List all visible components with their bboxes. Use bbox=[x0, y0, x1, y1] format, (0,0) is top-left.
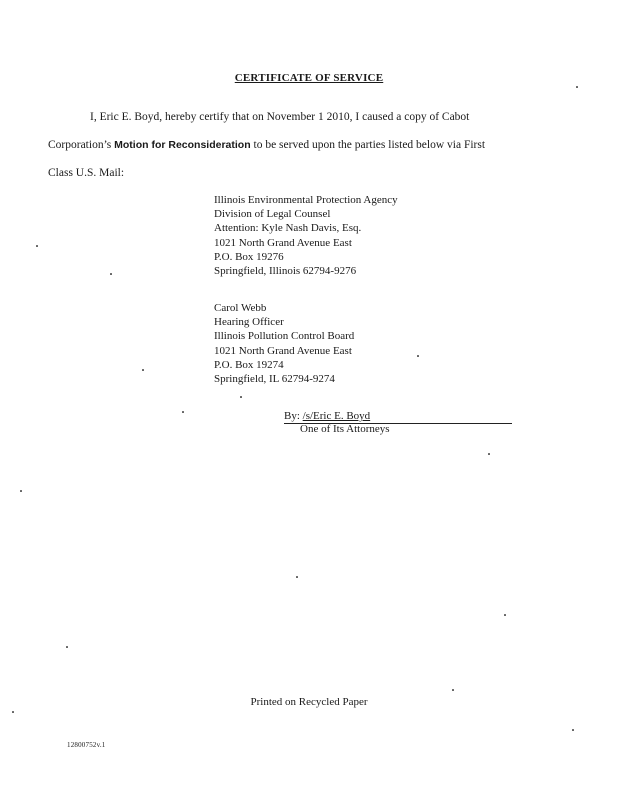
signature-line bbox=[284, 409, 512, 424]
certification-line-3: Class U.S. Mail: bbox=[48, 167, 125, 179]
scan-speck bbox=[576, 86, 578, 88]
address-line: P.O. Box 19276 bbox=[214, 250, 284, 263]
recipient-address-block-1 bbox=[214, 193, 398, 278]
scan-speck bbox=[182, 411, 184, 413]
certification-line-2-pre: Corporation’s bbox=[48, 139, 115, 151]
certification-line-2-post: to be served upon the parties listed below via First bbox=[250, 139, 486, 151]
signature-prefix: By: bbox=[284, 410, 303, 422]
certification-line-1: I, Eric E. Boyd, hereby certify that on November 1 2010, I caused a copy of Cabot bbox=[90, 111, 470, 123]
signature-name: /s/Eric E. Boyd bbox=[302, 410, 371, 422]
certification-line-2 bbox=[48, 139, 485, 151]
signer-role: One of Its Attorneys bbox=[300, 423, 390, 435]
recycled-paper-footer: Printed on Recycled Paper bbox=[250, 696, 368, 708]
address-line: Attention: Kyle Nash Davis, Esq. bbox=[214, 222, 362, 235]
scan-speck bbox=[66, 646, 68, 648]
signature-underline bbox=[284, 409, 512, 424]
address-line: Hearing Officer bbox=[214, 316, 284, 329]
address-line: Springfield, Illinois 62794-9276 bbox=[214, 265, 357, 278]
document-id: 12800752v.1 bbox=[67, 741, 106, 749]
address-line: Springfield, IL 62794-9274 bbox=[214, 373, 335, 386]
address-line: Division of Legal Counsel bbox=[214, 208, 331, 221]
scan-speck bbox=[142, 369, 144, 371]
scan-speck bbox=[36, 245, 38, 247]
scan-speck bbox=[572, 729, 574, 731]
scan-speck bbox=[296, 576, 298, 578]
address-line: 1021 North Grand Avenue East bbox=[214, 344, 352, 357]
address-line: Carol Webb bbox=[214, 302, 267, 314]
recipient-address-block-2 bbox=[214, 301, 354, 386]
address-line: 1021 North Grand Avenue East bbox=[214, 236, 352, 249]
scan-speck bbox=[20, 490, 22, 492]
document-title: CERTIFICATE OF SERVICE bbox=[234, 72, 384, 84]
scan-speck bbox=[12, 711, 14, 713]
scan-speck bbox=[417, 355, 419, 357]
scan-speck bbox=[452, 689, 454, 691]
scan-speck bbox=[504, 614, 506, 616]
motion-title: Motion for Reconsideration bbox=[114, 139, 251, 151]
address-line: P.O. Box 19274 bbox=[214, 358, 284, 371]
address-line: Illinois Environmental Protection Agency bbox=[214, 194, 398, 206]
scan-speck bbox=[488, 453, 490, 455]
scan-speck bbox=[240, 396, 242, 398]
scan-speck bbox=[110, 273, 112, 275]
address-line: Illinois Pollution Control Board bbox=[214, 330, 355, 343]
